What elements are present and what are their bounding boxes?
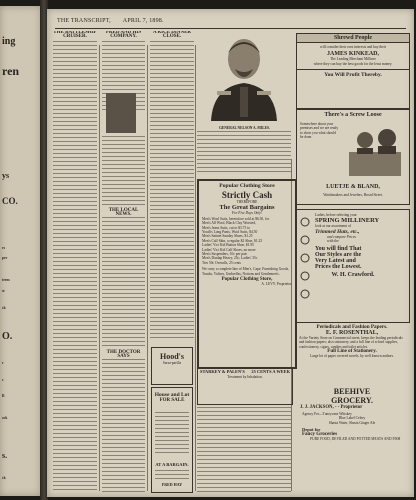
millinery-ad-name: W. H. Crawford.	[331, 271, 375, 278]
column-rule	[99, 45, 100, 491]
lower-middle-article	[197, 407, 291, 493]
millinery-ad-line-1: Ladies, before selecting your	[315, 213, 357, 217]
beehive-ad-line-1: Agency For—Tuneyvans Whiskey	[302, 412, 352, 416]
starkey-ad-price: 25 CENTS A WEEK	[251, 369, 290, 374]
jeweler-illustration	[345, 122, 405, 180]
periodicals-ad-name: E. F. ROSENTHAL,	[325, 330, 379, 336]
periodicals-ad-title: Periodicals and Fashion Papers.	[316, 324, 388, 330]
clothing-price-line: Ladies' Vici Kid Button Shoe, $1.95	[202, 243, 254, 248]
clothing-ad-five-days: For Five Days Only!	[231, 211, 263, 216]
millinery-ad-line-2: look at our assortment of	[315, 224, 351, 229]
starkey-ad-sub: Treatment by Inhalation.	[227, 375, 263, 379]
news-column-1	[53, 31, 97, 493]
clothing-price-line: Ladies' Vici Kid Calf Shoes, no more	[202, 247, 256, 252]
hoods-ad	[151, 347, 193, 385]
left-small-5: ck	[2, 306, 6, 310]
left-fragment-2: ren	[2, 64, 20, 78]
screw-ad-text: Somewhere about your premises and we are ready to show you what should be done.	[300, 122, 339, 140]
portrait-article	[197, 131, 291, 175]
millinery-ad-line-3: Trimmed Hats, etc.,	[315, 228, 360, 235]
left-fragment-6: s.	[2, 451, 8, 460]
popular-clothing-ad	[197, 179, 297, 369]
ornament-border-icon	[299, 214, 311, 314]
left-small-10: ck	[2, 476, 6, 480]
shrewd-ad-role: The Leading Merchant Milliner	[330, 57, 376, 62]
column-2-subhead: THE LOCAL NEWS.	[108, 208, 139, 218]
millinery-claim-3: Very Latest and	[315, 257, 356, 264]
left-fragment-1: ing	[2, 36, 16, 47]
millinery-ad-line-5: with the	[327, 239, 339, 244]
clothing-price-line: Men's Wool Suits, heretofore sold at $6.50, for	[202, 216, 270, 221]
shrewd-ad-text: will consider their own interests and buy their	[320, 45, 386, 49]
clothing-ad-footer: Popular Clothing Store,	[221, 277, 273, 283]
left-small-6: r	[2, 361, 4, 365]
hoods-ad-sub: Sarsa-parilla	[162, 361, 182, 365]
general-portrait-image	[197, 31, 292, 121]
clothing-ad-strictly: Strictly Cash	[221, 190, 273, 200]
masthead-rule	[55, 28, 406, 29]
left-small-4: st	[2, 289, 5, 293]
house-ad-bargain: AT A BARGAIN.	[155, 462, 189, 467]
house-ad-name: FRED HAY	[161, 482, 183, 487]
masthead	[57, 15, 406, 27]
beehive-grocery-ad	[296, 387, 408, 491]
clothing-price-line: Men's Satinet Sunday Shoes, $1.25	[202, 234, 253, 239]
clothing-price-line: Youth's Long Pants, Wool Suits, $4.50	[202, 230, 258, 235]
shrewd-ad-title: Shrewd People	[297, 34, 409, 43]
left-small-7: s	[2, 378, 4, 382]
shrewd-people-ad	[296, 33, 410, 109]
column-2-headline: FRED AND HIS COMPANY.	[105, 31, 142, 40]
portrait-caption: GENERAL NELSON A. MILES.	[219, 126, 270, 130]
clothing-ad-therefore: THEREFORE	[236, 200, 258, 204]
beehive-ad-title-1: BEEHIVE	[333, 387, 371, 396]
portrait-engraving	[197, 31, 292, 130]
issue-date: APRIL 7, 1898.	[122, 18, 164, 24]
left-fragment-4: CO.	[2, 196, 18, 206]
hoods-ad-title: Hood's	[159, 352, 184, 361]
beehive-ad-title-2: GROCERY.	[331, 396, 373, 405]
clothing-ad-proprietor: A. LEVY, Proprietor.	[261, 282, 292, 287]
clothing-price-list	[199, 216, 295, 266]
left-small-9: ock	[2, 416, 8, 420]
news-column-3	[150, 31, 194, 493]
column-1-text	[53, 41, 97, 493]
millinery-claim-4: Prices the Lowest.	[315, 263, 362, 270]
beehive-ad-line-3: Shasta Water, Shasta Ginger Ale	[328, 420, 376, 425]
left-fragment-5: O.	[2, 331, 13, 342]
beehive-ad-depot: Depot for	[302, 427, 321, 433]
left-small-3: terns	[2, 278, 10, 282]
paper-name: THE TRANSCRIPT,	[57, 18, 111, 24]
left-small-2: per	[2, 256, 8, 260]
column-rule	[147, 45, 148, 491]
spring-millinery-ad	[296, 209, 410, 323]
house-for-sale-ad	[151, 387, 193, 493]
clothing-ad-header: Popular Clothing Store	[219, 183, 275, 189]
news-column-2	[102, 31, 145, 493]
column-2-subhead-2: THE DOCTOR SAYS	[106, 350, 141, 360]
clothing-ad-great: The Great Bargains	[219, 204, 275, 212]
periodicals-ad-text: At the Variety Store on Commercial street, keeps the leading periodicals and fashion papers; also stationery, and a full line of school supplies, confectionery, cigars, candies and toilet articles.	[299, 336, 403, 349]
house-ad-forsale: FOR SALE	[159, 398, 185, 403]
periodicals-ad	[296, 324, 408, 384]
clothing-price-line: Men's Jeans Suits, cut to $3.75 to	[202, 225, 250, 230]
beehive-ad-fancy: Fancy Groceries	[302, 432, 338, 438]
beehive-ad-proprietor: J. J. JACKSON, - - Proprietor	[300, 405, 363, 410]
shrewd-ad-slogan: You Will Profit Thereby.	[297, 69, 409, 78]
screw-loose-ad	[296, 109, 410, 205]
beehive-ad-bottom: PURE FOOD, DEVILED AND POTTED MEATS AND FISH	[310, 437, 401, 442]
clothing-price-line: Ties 50c Overalls, 25 cents	[202, 260, 241, 265]
shrewd-ad-name: JAMES KINKEAD,	[326, 51, 379, 58]
periodicals-ad-stationery: Full Line of Stationery.	[327, 349, 377, 355]
beehive-ad-line-2: Blue Label Celery	[338, 416, 366, 421]
column-rule	[195, 45, 196, 491]
millinery-ad-line-4: and compare Prices	[327, 234, 356, 239]
starkey-ad-title: STARKEY & PALEN'S	[200, 369, 245, 374]
column-1-headline: THE BATTLESHIP CRUISER.	[53, 31, 97, 40]
millinery-claim-2: Our Styles are the	[315, 251, 362, 258]
periodicals-ad-text-2: Large lot of paper covered novels, by well known authors.	[310, 354, 394, 359]
engraving-image	[106, 93, 136, 133]
clothing-price-line: Men's All Wool, Black Clay Worsted,	[202, 221, 256, 226]
starkey-ad	[197, 367, 293, 405]
column-3-headline: A RICE DINNER CLOSE.	[152, 31, 192, 40]
house-ad-title: House and Lot	[154, 392, 190, 398]
millinery-ad-title: SPRING MILLINERY	[315, 217, 380, 225]
clothing-price-line: Men's Dunlap Heavy, 25c; Ladies' 35c	[202, 256, 258, 261]
left-fragment-3: ys	[2, 171, 10, 180]
screw-ad-title: There's a Screw Loose	[324, 112, 382, 118]
left-page-fragment	[0, 6, 41, 496]
screw-ad-role: Watchmakers and Jewelers, Broad Street.	[323, 193, 383, 197]
shrewd-ad-text-2: where they can buy the best goods for the least money.	[313, 61, 393, 66]
millinery-claim-1: You will find That	[315, 245, 362, 252]
clothing-price-line: Men's Suspenders, 10c per pair	[202, 252, 247, 257]
clothing-ad-closing: We carry a complete line of Men's, Cape, Furnishing Goods, Trunks, Valises, Umbrellas, Notions and Gentlemen's.	[202, 267, 289, 276]
screw-ad-name: LUETJE & BLAND,	[326, 184, 380, 190]
left-small-8: R	[2, 394, 5, 398]
left-small-1: rs	[2, 246, 5, 250]
clothing-price-line: Men's Calf Skin, a regular $2 Shoe, $1.25	[202, 238, 263, 243]
main-page	[47, 9, 414, 497]
